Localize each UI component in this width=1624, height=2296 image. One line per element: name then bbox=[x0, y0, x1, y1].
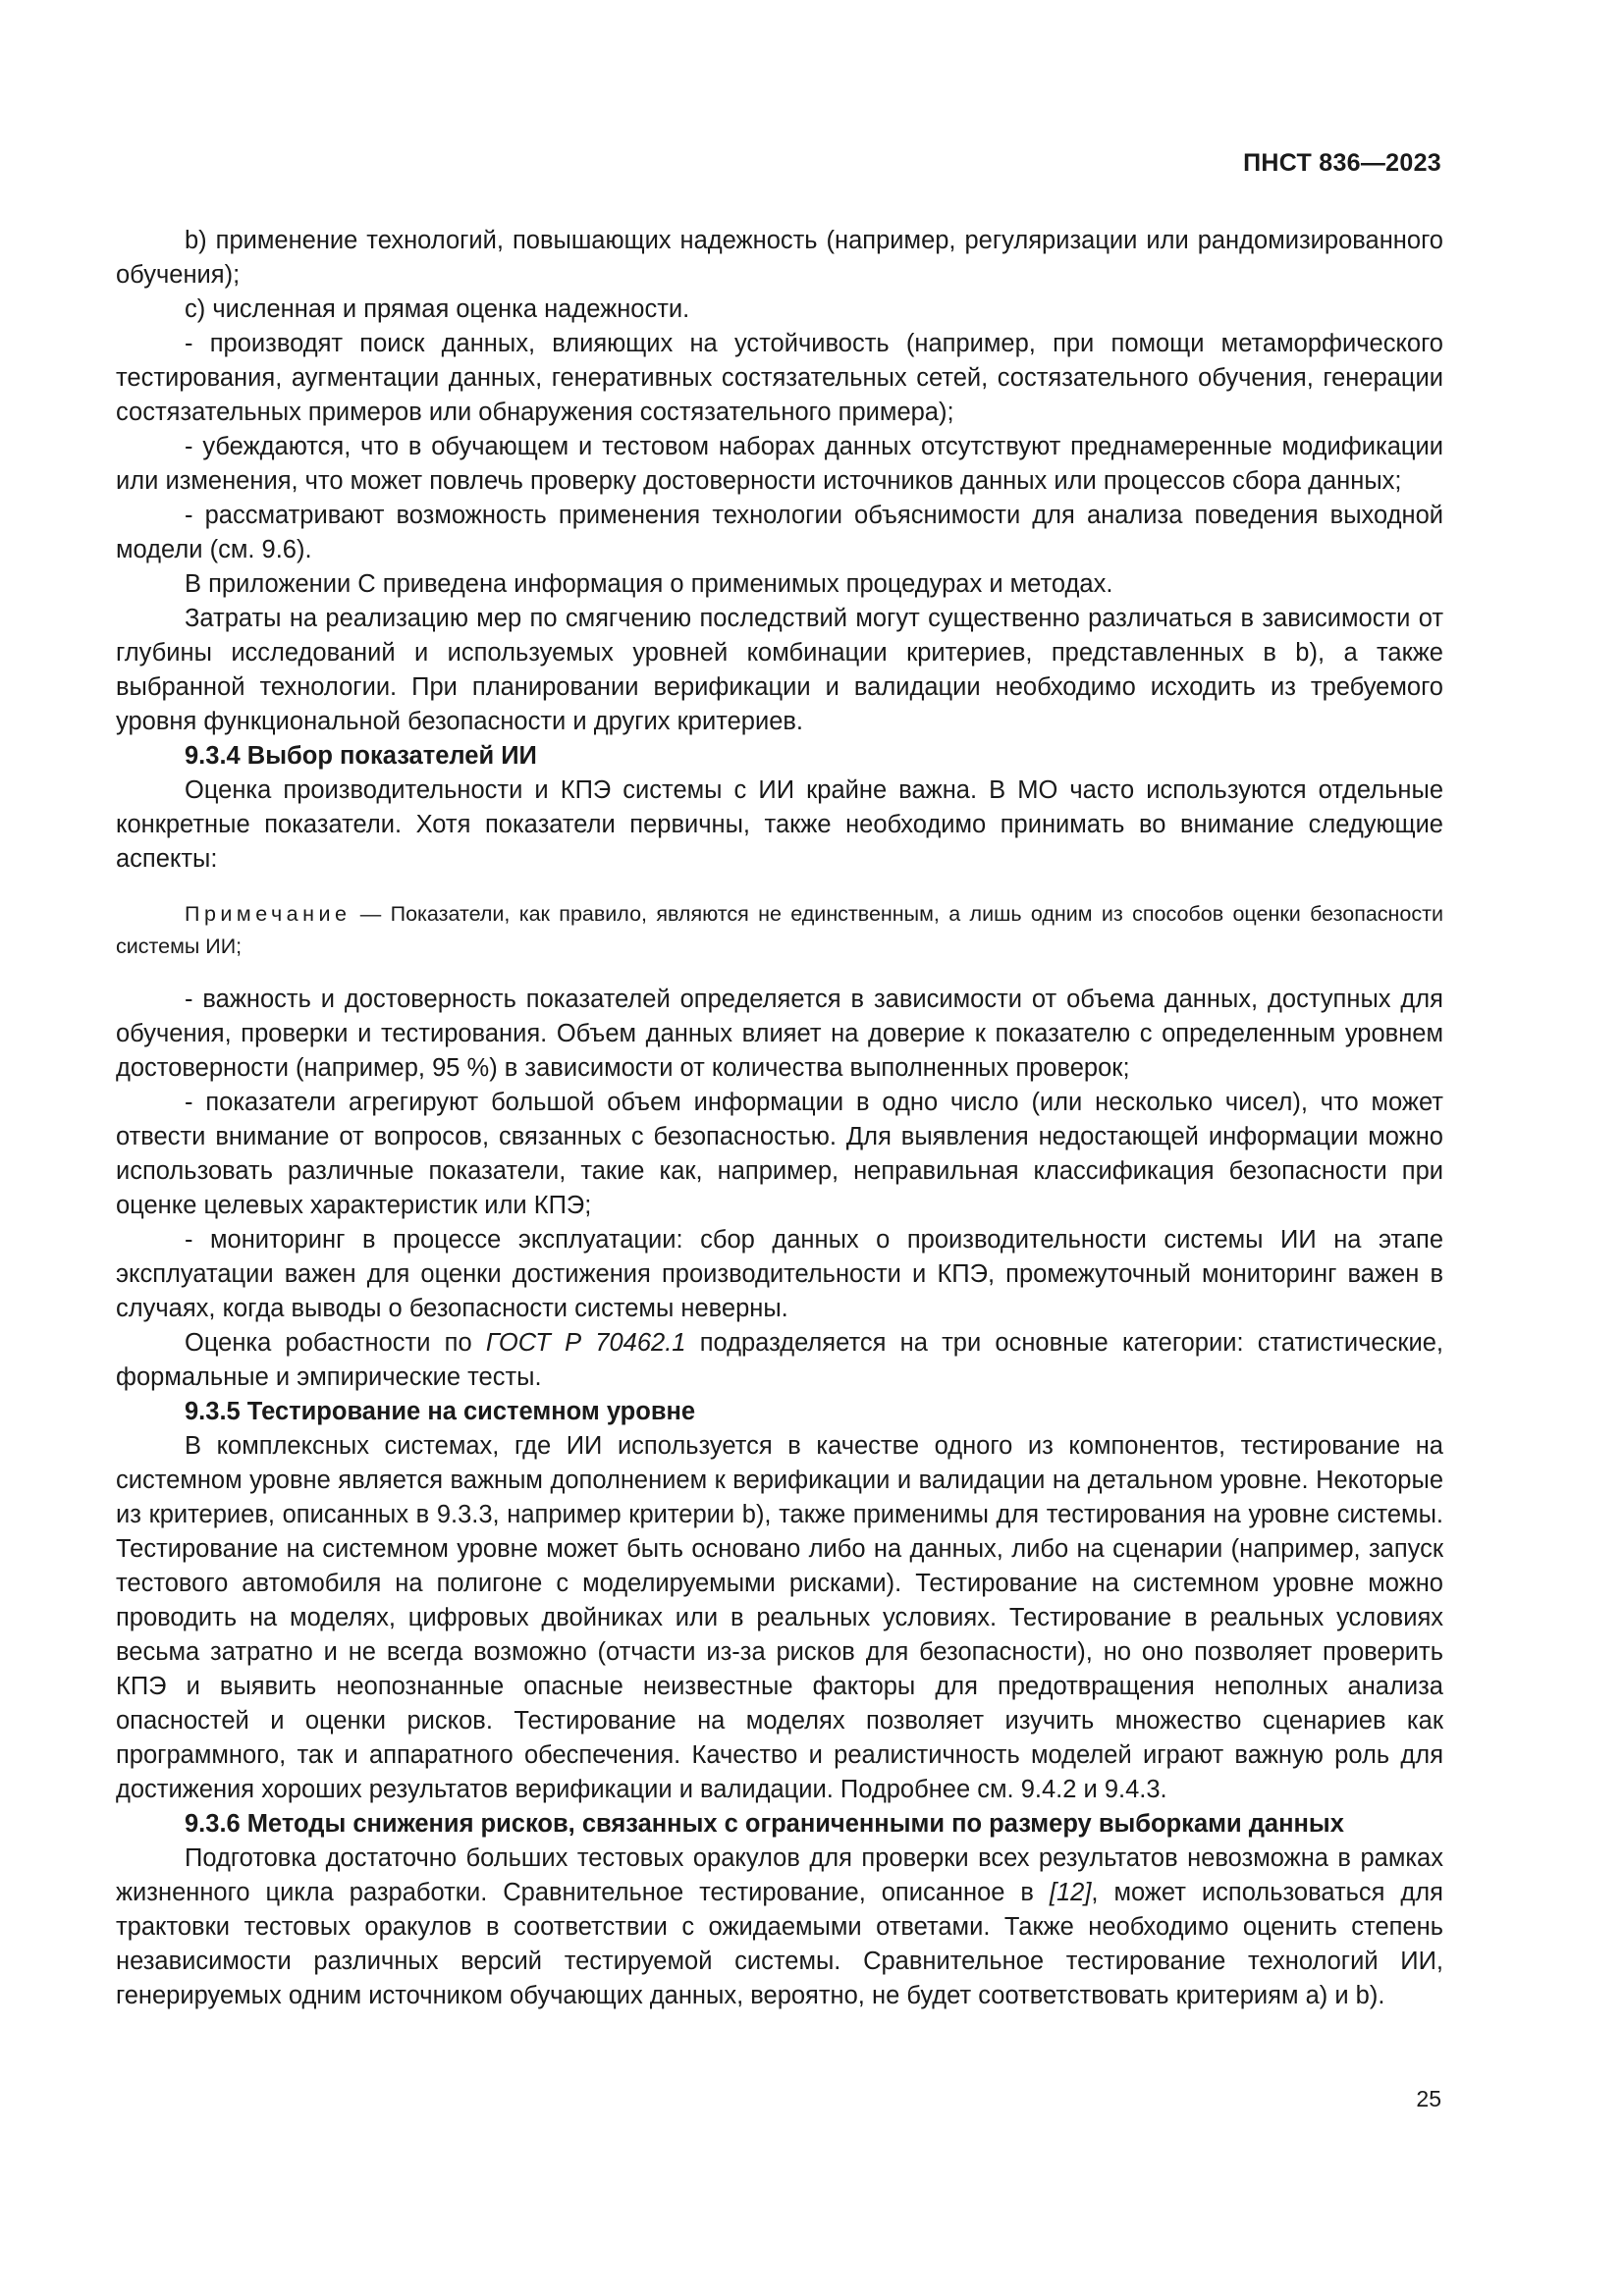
paragraph-test-oracles bbox=[116, 1842, 1443, 2013]
paragraph-dash-item-monitoring: - мониторинг в процессе эксплуатации: сбор данных о производительности системы ИИ на этапе эксплуатации важен для оценки достижения производительности и КПЭ, промежуточный мониторинг важен в случаях, когда выводы о безопасности системы неверны. bbox=[116, 1226, 1443, 1322]
section-heading-9-3-5: 9.3.5 Тестирование на системном уровне bbox=[185, 1398, 696, 1425]
paragraph-dash-item-importance: - важность и достоверность показателей определяется в зависимости от объема данных, доступных для обучения, проверки и тестирования. Объем данных влияет на доверие к показателю с определенным уровнем достоверности (например, 95 %) в зависимости от количества выполненных проверок; bbox=[116, 986, 1443, 1082]
paragraph-annex-reference: В приложении С приведена информация о применимых процедурах и методах. bbox=[185, 570, 1113, 598]
paragraph-dash-item-aggregation: - показатели агрегируют большой объем информации в одно число (или несколько чисел), что может отвести внимание от вопросов, связанных с безопасностью. Для выявления недостающей информации можно использовать различные показатели, такие как, например, неправильная классификация безопасности при оценке целевых характеристик или КПЭ; bbox=[116, 1089, 1443, 1219]
page-number: 25 bbox=[1416, 2086, 1441, 2111]
robustness-text-start: Оценка робастности по bbox=[185, 1329, 486, 1357]
robustness-text-end: подразделяется на три основные категории: статистические, формальные и эмпирические тесты. bbox=[116, 1329, 1443, 1391]
note-text: — Показатели, как правило, являются не единственным, а лишь одним из способов оценки безопасности системы ИИ; bbox=[116, 902, 1443, 958]
document-code-header: ПНСТ 836—2023 bbox=[1243, 149, 1441, 177]
document-body bbox=[116, 224, 1443, 2013]
note-block bbox=[116, 898, 1443, 963]
paragraph-list-item-c: c) численная и прямая оценка надежности. bbox=[185, 295, 690, 323]
paragraph-mitigation-costs: Затраты на реализацию мер по смягчению последствий могут существенно различаться в зависимости от глубины исследований и используемых уровней комбинации критериев, представленных в b), а также выбранной технологии. При планировании верификации и валидации необходимо исходить из требуемого уровня функциональной безопасности и других критериев. bbox=[116, 605, 1443, 735]
oracles-text-end: , может использоваться для трактовки тестовых оракулов в соответствии с ожидаемыми ответами. Также необходимо оценить степень независимости различных версий тестируемой системы. Сравнительное тестирование технологий ИИ, генерируемых одним источником обучающих данных, вероятно, не будет соответствовать критериям а) и b). bbox=[116, 1879, 1443, 2009]
paragraph-dash-item-search-data: - производят поиск данных, влияющих на устойчивость (например, при помощи метаморфического тестирования, аугментации данных, генеративных состязательных сетей, состязательного обучения, генерации состязательных примеров или обнаружения состязательного примера); bbox=[116, 330, 1443, 426]
section-heading-9-3-4: 9.3.4 Выбор показателей ИИ bbox=[185, 742, 537, 770]
section-heading-9-3-6: 9.3.6 Методы снижения рисков, связанных с ограниченными по размеру выборками данных bbox=[185, 1810, 1344, 1838]
oracles-text-start: Подготовка достаточно больших тестовых оракулов для проверки всех результатов невозможна в рамках жизненного цикла разработки. Сравнительное тестирование, описанное в bbox=[116, 1844, 1443, 1906]
paragraph-performance-evaluation: Оценка производительности и КПЭ системы с ИИ крайне важна. В МО часто используются отдельные конкретные показатели. Хотя показатели первичны, также необходимо принимать во внимание следующие аспекты: bbox=[116, 776, 1443, 873]
standard-reference: ГОСТ Р 70462.1 bbox=[485, 1329, 686, 1357]
bibliography-reference: [12] bbox=[1049, 1879, 1092, 1906]
note-label: Примечание bbox=[185, 902, 352, 926]
paragraph-dash-item-verify-datasets: - убеждаются, что в обучающем и тестовом наборах данных отсутствуют преднамеренные модификации или изменения, что может повлечь проверку достоверности источников данных или процессов сбора данных; bbox=[116, 433, 1443, 495]
paragraph-list-item-b: b) применение технологий, повышающих надежность (например, регуляризации или рандомизированного обучения); bbox=[116, 227, 1443, 289]
paragraph-robustness-evaluation bbox=[116, 1326, 1443, 1395]
paragraph-system-level-testing: В комплексных системах, где ИИ используется в качестве одного из компонентов, тестирование на системном уровне является важным дополнением к верификации и валидации на детальном уровне. Некоторые из критериев, описанных в 9.3.3, например критерии b), также применимы для тестирования на уровне системы. Тестирование на системном уровне может быть основано либо на данных, либо на сценарии (например, запуск тестового автомобиля на полигоне с моделируемыми рисками). Тестирование на системном уровне можно проводить на моделях, цифровых двойниках или в реальных условиях. Тестирование в реальных условиях весьма затратно и не всегда возможно (отчасти из-за рисков для безопасности), но оно позволяет проверить КПЭ и выявить неопознанные опасные неизвестные факторы для предотвращения неполных анализа опасностей и оценки рисков. Тестирование на моделях позволяет изучить множество сценариев как программного, так и аппаратного обеспечения. Качество и реалистичность моделей играют важную роль для достижения хороших результатов верификации и валидации. Подробнее см. 9.4.2 и 9.4.3. bbox=[116, 1432, 1443, 1803]
paragraph-dash-item-explainability: - рассматривают возможность применения технологии объяснимости для анализа поведения выходной модели (см. 9.6). bbox=[116, 502, 1443, 563]
